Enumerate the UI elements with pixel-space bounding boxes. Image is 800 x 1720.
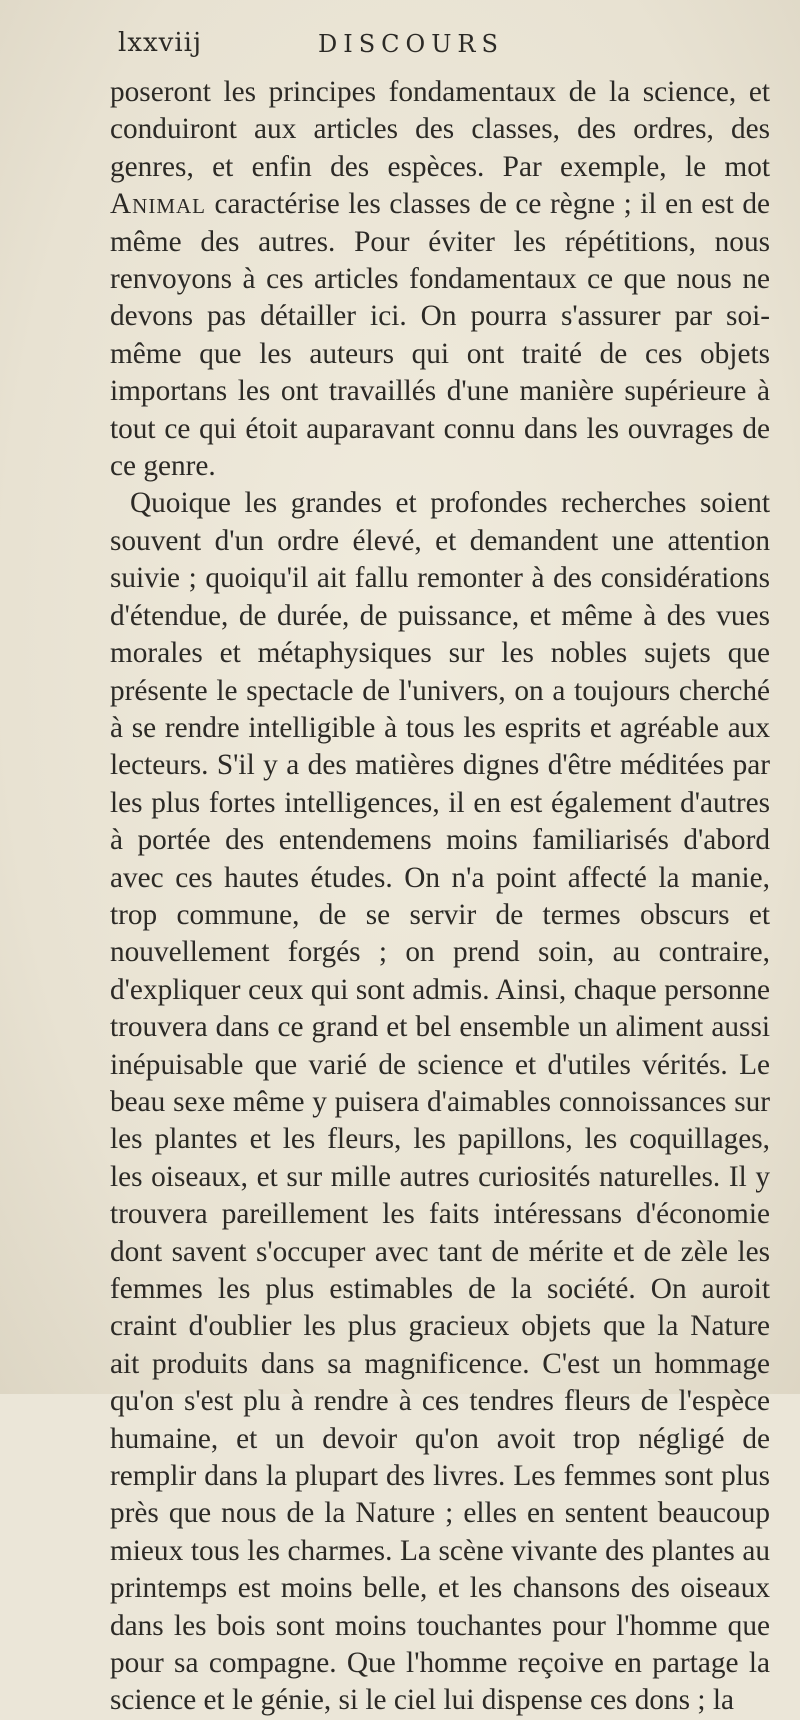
page-number: lxxviij: [118, 28, 203, 58]
small-caps-word: Animal: [110, 188, 206, 221]
body-text: [110, 74, 770, 1720]
running-head: DISCOURS: [318, 30, 504, 58]
paragraph-1-text-start: poseront les principes fondamentaux de la science, et conduiront aux articles des classes, des ordres, des genres, et enfin des espèces. Par exemple, le mot: [110, 76, 770, 183]
paragraph-1-text-end: caractérise les classes de ce règne ; il en est de même des autres. Pour éviter les répétitions, nous renvoyons à ces articles fondamentaux ce que nous ne devons pas détailler ici. On pourra s'assurer par soi-même que les auteurs qui ont traité de ces objets importans les ont travaillés d'une manière supérieure à tout ce qui étoit auparavant connu dans les ouvrages de ce genre.: [110, 188, 770, 483]
page-header: [118, 28, 760, 68]
paragraph-1: [110, 74, 770, 485]
paragraph-2: Quoique les grandes et profondes recherches soient souvent d'un ordre élevé, et demandent une attention suivie ; quoiqu'il ait fallu remonter à des considérations d'étendue, de durée, de puissance, et même à des vues morales et métaphysiques sur les nobles sujets que présente le spectacle de l'univers, on a toujours cherché à se rendre intelligible à tous les esprits et agréable aux lecteurs. S'il y a des matières dignes d'être méditées par les plus fortes intelligences, il en est également d'autres à portée des entendemens moins familiarisés d'abord avec ces hautes études. On n'a point affecté la manie, trop commune, de se servir de termes obscurs et nouvellement forgés ; on prend soin, au contraire, d'expliquer ceux qui sont admis. Ainsi, chaque personne trouvera dans ce grand et bel ensemble un aliment aussi inépuisable que varié de science et d'utiles vérités. Le beau sexe même y puisera d'aimables connoissances sur les plantes et les fleurs, les papillons, les coquillages, les oiseaux, et sur mille autres curiosités naturelles. Il y trouvera pareillement les faits intéressans d'économie dont savent s'occuper avec tant de mérite et de zèle les femmes les plus estimables de la société. On auroit craint d'oublier les plus gracieux objets que la Nature ait produits dans sa magnificence. C'est un hommage qu'on s'est plu à rendre à ces tendres fleurs de l'espèce humaine, et un devoir qu'on avoit trop négligé de remplir dans la plupart des livres. Les femmes sont plus près que nous de la Nature ; elles en sentent beaucoup mieux tous les charmes. La scène vivante des plantes au printemps est moins belle, et les chansons des oiseaux dans les bois sont moins touchantes pour l'homme que pour sa compagne. Que l'homme reçoive en partage la science et le génie, si le ciel lui dispense ces dons ; la: [110, 487, 770, 1717]
